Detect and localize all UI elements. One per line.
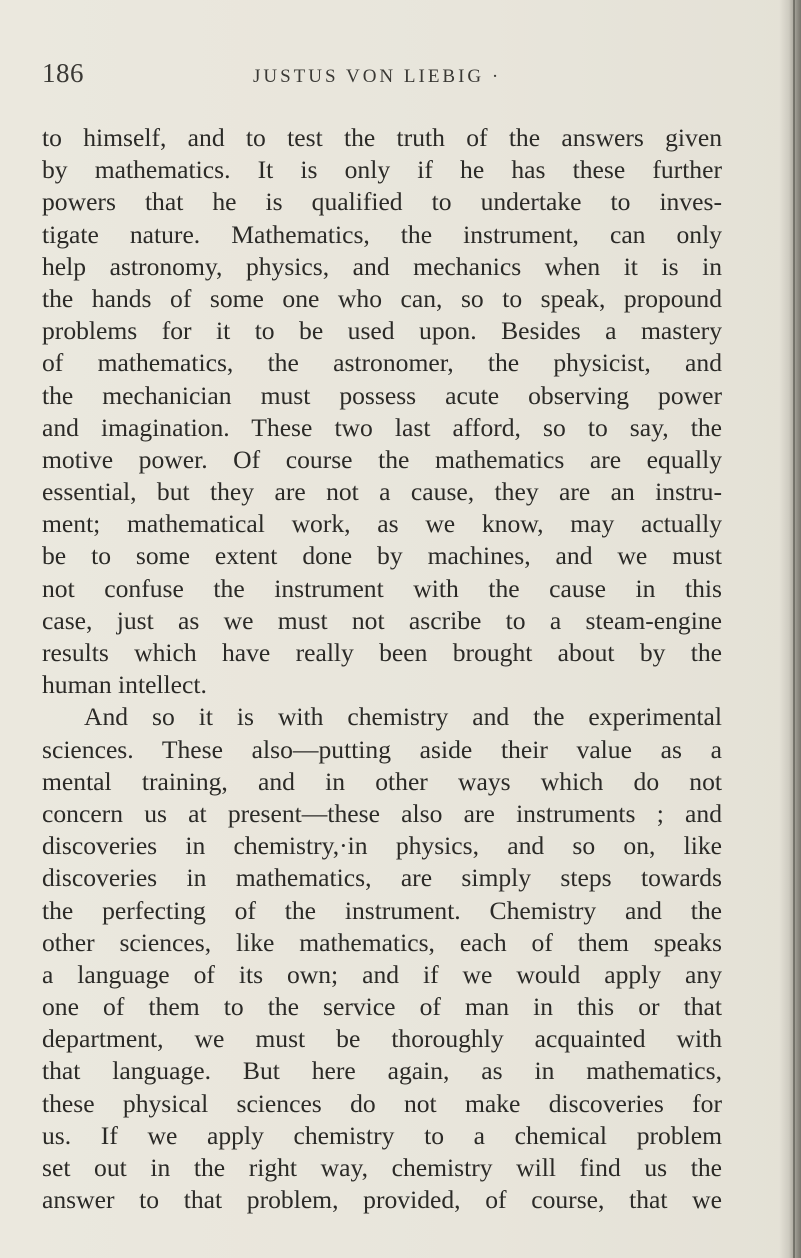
text-line: department, we must be thoroughly acquainted with (42, 1024, 722, 1054)
text-line: that language. But here again, as in mathematics, (42, 1056, 722, 1086)
text-line: sciences. These also—putting aside their value as a (42, 734, 722, 764)
text-line: the perfecting of the instrument. Chemistry and the (42, 895, 722, 925)
text-line: discoveries in mathematics, are simply steps towards (42, 863, 722, 893)
page-header (42, 58, 722, 98)
text-line: the hands of some one who can, so to speak, propound (42, 283, 722, 313)
text-line: mental training, and in other ways which do not (42, 766, 722, 796)
text-line: tigate nature. Mathematics, the instrument, can only (42, 219, 722, 249)
text-line: And so it is with chemistry and the experimental (84, 702, 722, 732)
text-line: not confuse the instrument with the cause in this (42, 573, 722, 603)
running-head: JUSTUS VON LIEBIG · (253, 66, 502, 87)
text-line: set out in the right way, chemistry will find us the (42, 1153, 722, 1182)
text-line: the mechanician must possess acute observing power (42, 380, 722, 410)
text-line: results which have really been brought about by the (42, 638, 722, 667)
paragraph-2 (42, 701, 722, 1216)
text-line: essential, but they are not a cause, they are an instru- (42, 477, 722, 507)
body-text (42, 122, 722, 1216)
text-line: motive power. Of course the mathematics are equally (42, 444, 722, 474)
text-line: ment; mathematical work, as we know, may actually (42, 509, 722, 539)
page-number: 186 (42, 58, 84, 88)
text-line: concern us at present—these also are instruments ; and (42, 798, 722, 828)
text-line: discoveries in chemistry,·in physics, and so on, like (42, 831, 722, 861)
text-line: of mathematics, the astronomer, the physicist, and (42, 348, 722, 378)
text-line: help astronomy, physics, and mechanics when it is in (42, 251, 722, 281)
text-line: human intellect. (42, 670, 207, 700)
text-line: these physical sciences do not make discoveries for (42, 1088, 722, 1118)
text-line: one of them to the service of man in this or that (42, 992, 722, 1022)
text-line: case, just as we must not ascribe to a steam-engine (42, 605, 722, 635)
text-line: problems for it to be used upon. Besides a mastery (42, 316, 722, 346)
text-line: powers that he is qualified to undertake to inves- (42, 187, 722, 217)
text-line: and imagination. These two last afford, so to say, the (42, 412, 722, 442)
text-line: other sciences, like mathematics, each of them speaks (42, 927, 722, 957)
text-line: to himself, and to test the truth of the answers given (42, 123, 722, 152)
paragraph-1 (42, 122, 722, 701)
text-line: by mathematics. It is only if he has these further (42, 155, 722, 185)
page-edge-line (793, 0, 795, 1258)
text-line: a language of its own; and if we would apply any (42, 959, 722, 989)
page-edge-shadow (779, 0, 801, 1258)
text-line: be to some extent done by machines, and we must (42, 541, 722, 571)
text-line: us. If we apply chemistry to a chemical problem (42, 1120, 722, 1150)
text-line: answer to that problem, provided, of course, that we (42, 1185, 722, 1215)
